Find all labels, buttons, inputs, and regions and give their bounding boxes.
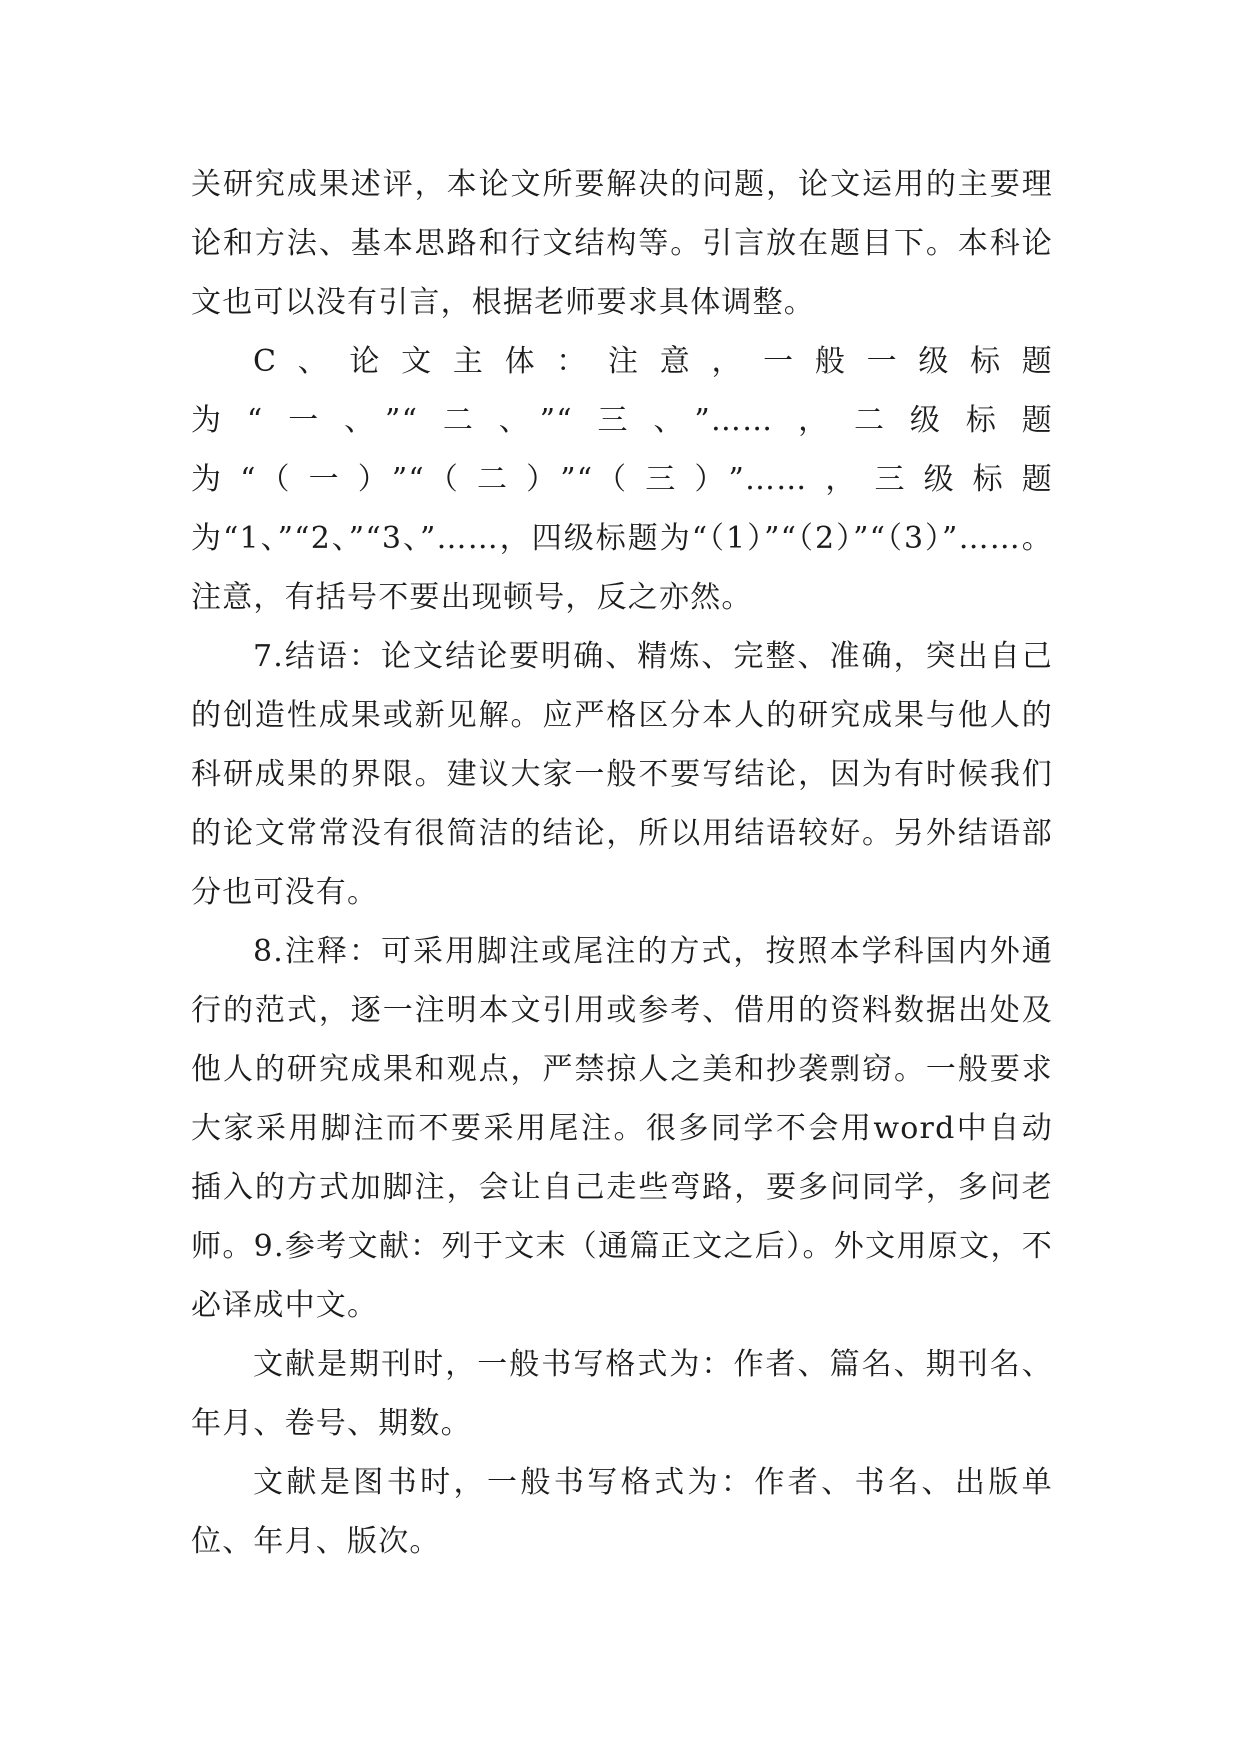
paragraph-main-body-headings: C、论文主体：注意，一般一级标题为“一、”“二、”“三、”……，二级标题为“（一）”“（二）”“（三）”……，三级标题为“1、”“2、”“3、”……，四级标题为“（1）”“（2）”“（3）”……。注意，有括号不要出现顿号，反之亦然。 — [191, 344, 1053, 615]
paragraph-conclusion: 7.结语：论文结论要明确、精炼、完整、准确，突出自己的创造性成果或新见解。应严格区分本人的研究成果与他人的科研成果的界限。建议大家一般不要写结论，因为有时候我们的论文常常没有很简洁的结论，所以用结语较好。另外结语部分也可没有。 — [191, 639, 1053, 910]
document-body — [191, 155, 1053, 1571]
paragraph-journal-format: 文献是期刊时，一般书写格式为：作者、篇名、期刊名、年月、卷号、期数。 — [191, 1347, 1053, 1441]
paragraph-book-format: 文献是图书时，一般书写格式为：作者、书名、出版单位、年月、版次。 — [191, 1465, 1053, 1559]
paragraph-intro-continuation: 关研究成果述评，本论文所要解决的问题，论文运用的主要理论和方法、基本思路和行文结构等。引言放在题目下。本科论文也可以没有引言，根据老师要求具体调整。 — [191, 167, 1053, 320]
paragraph-notes-references: 8.注释：可采用脚注或尾注的方式，按照本学科国内外通行的范式，逐一注明本文引用或参考、借用的资料数据出处及他人的研究成果和观点，严禁掠人之美和抄袭剽窃。一般要求大家采用脚注而不要采用尾注。很多同学不会用word中自动插入的方式加脚注，会让自己走些弯路，要多问同学，多问老师。9.参考文献：列于文末（通篇正文之后）。外文用原文，不必译成中文。 — [191, 934, 1053, 1323]
